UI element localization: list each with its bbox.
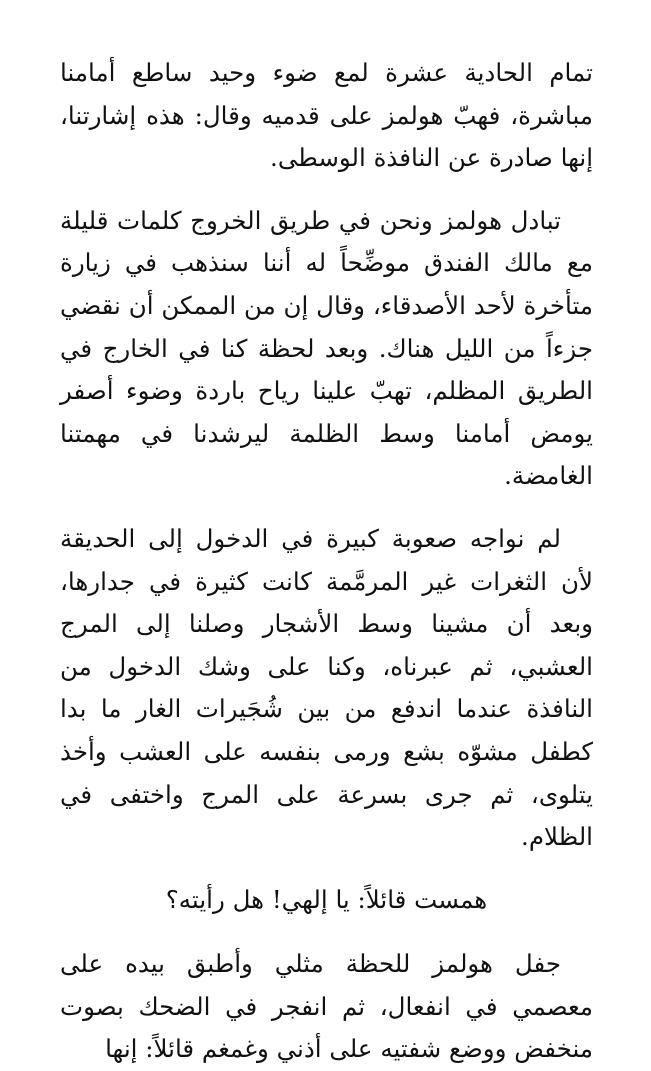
paragraph-signal-light: تمام الحادية عشرة لمع ضوء وحيد ساطع أمامنا مباشرة، فهبّ هولمز على قدميه وقال: هذه إشارتنا، إنها صادرة عن النافذة الوسطى. <box>60 58 593 173</box>
paragraph-holmes-laughs: جفل هولمز للحظة مثلي وأطبق بيده على معصمي في انفعال، ثم انفجر في الضحك بصوت منخفض ووضع شفتيه على أذني وغمغم قائلاً: إنها <box>60 949 593 1064</box>
paragraph-garden-entry: لم نواجه صعوبة كبيرة في الدخول إلى الحديقة لأن الثغرات غير المرمَّمة كانت كثيرة في جدارها، وبعد أن مشينا وسط الأشجار وصلنا إلى المرج العشبي، ثم عبرناه، وكنا على وشك الدخول من النافذة عندما اندفع من بين شُجَيرات الغار ما بدا كطفل مشوّه بشع ورمى بنفسه على العشب وأخذ يتلوى، ثم جرى بسرعة على المرج واختفى في الظلام. <box>60 523 593 852</box>
paragraph-whisper: همست قائلاً: يا إلهي! هل رأيته؟ <box>165 884 488 914</box>
paragraph-leaving-hotel: تبادل هولمز ونحن في طريق الخروج كلمات قليلة مع مالك الفندق موضِّحاً له أننا سنذهب في زيارة متأخرة لأحد الأصدقاء، وقال إن من الممكن أن نقضي جزءاً من الليل هناك. وبعد لحظة كنا في الخارج في الطريق المظلم، تهبّ علينا رياح باردة وضوء أصفر يومض أمامنا وسط الظلمة ليرشدنا في مهمتنا الغامضة. <box>60 205 593 491</box>
